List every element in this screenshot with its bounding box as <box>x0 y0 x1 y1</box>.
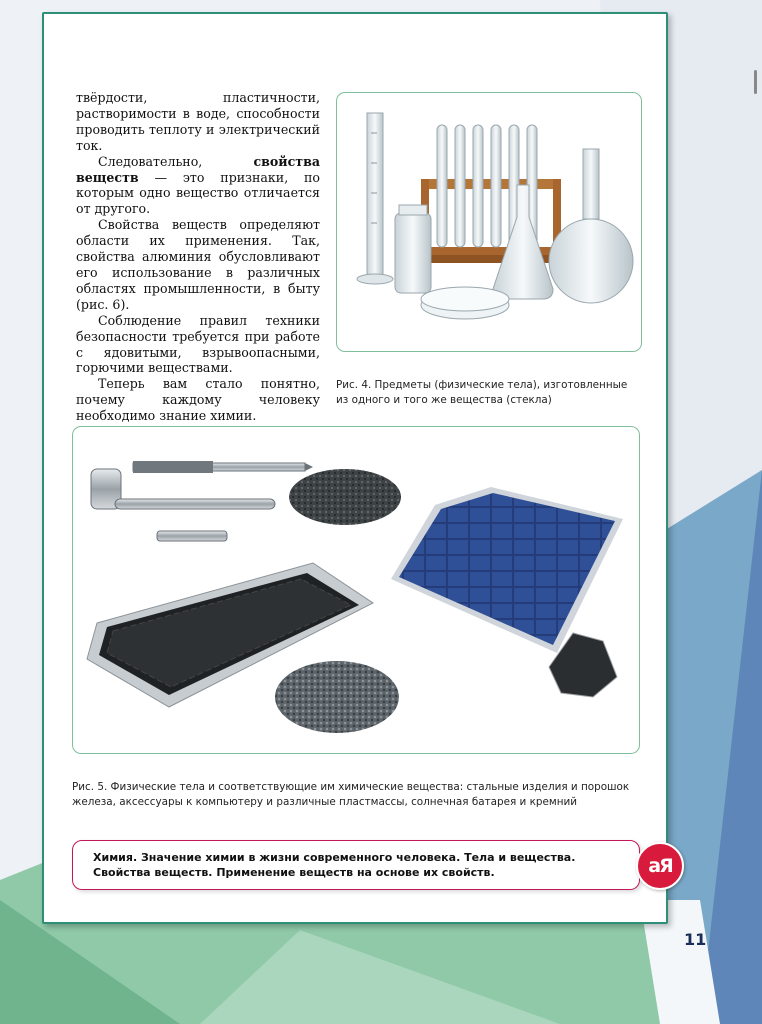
socket-extension <box>157 531 227 541</box>
figure-5-materials <box>72 426 640 754</box>
figure-4-caption: Рис. 4. Предметы (физические тела), изготовленные из одного и того же вещества (стекла) <box>336 379 628 406</box>
drill-bit <box>133 461 313 473</box>
plastic-granules-pile <box>275 661 399 733</box>
graduated-cylinder <box>357 113 393 284</box>
iron-powder-pile <box>289 469 401 525</box>
paragraph-4: Соблюдение правил техники безопасности требуется при работе с ядовитыми, взрывоопасными, горючими веществами. <box>76 312 320 376</box>
paragraph-1: твёрдости, пластичности, растворимости в воде, способности проводить теплоту и электрический ток. <box>76 90 320 153</box>
paragraph-5: Теперь вам стало понятно, почему каждому человеку необходимо знание химии. <box>76 376 320 424</box>
textbook-page <box>42 12 672 924</box>
topic-summary-text: Химия. Значение химии в жизни современного человека. Тела и вещества. Свойства веществ. Применение веществ на основе их свойств. <box>93 851 576 879</box>
page-number: 11 <box>684 930 707 949</box>
glass-jar <box>395 205 431 293</box>
scrollbar-thumb[interactable] <box>754 70 757 94</box>
solar-panel <box>391 487 623 653</box>
figure-5-caption: Рис. 5. Физические тела и соответствующие им химические вещества: стальные изделия и порошок железа, аксессуары к компьютеру и различные пластмассы, солнечная батарея и кремний <box>72 781 630 808</box>
paragraph-3: Свойства веществ определяют области их применения. Так, свойства алюминия обусловливают его использование в различных областях промышленности, в быту (рис. 6). <box>76 217 320 312</box>
topic-summary-box <box>72 840 640 890</box>
erlenmeyer-flask <box>493 185 553 299</box>
paragraph-2-end: — это признаки, по которым одно вещество отличается от другого. <box>76 169 320 217</box>
figure-4-glassware <box>336 92 642 352</box>
paragraph-2-start: Следовательно, <box>98 153 254 169</box>
textbook-logo-icon: аЯ <box>636 842 684 890</box>
paragraph-2 <box>76 154 320 218</box>
term-properties: свойства веществ <box>76 153 320 185</box>
round-bottom-flask <box>549 149 633 303</box>
body-text <box>76 90 320 424</box>
petri-dish <box>421 287 509 319</box>
ratchet-wrench <box>91 469 275 509</box>
